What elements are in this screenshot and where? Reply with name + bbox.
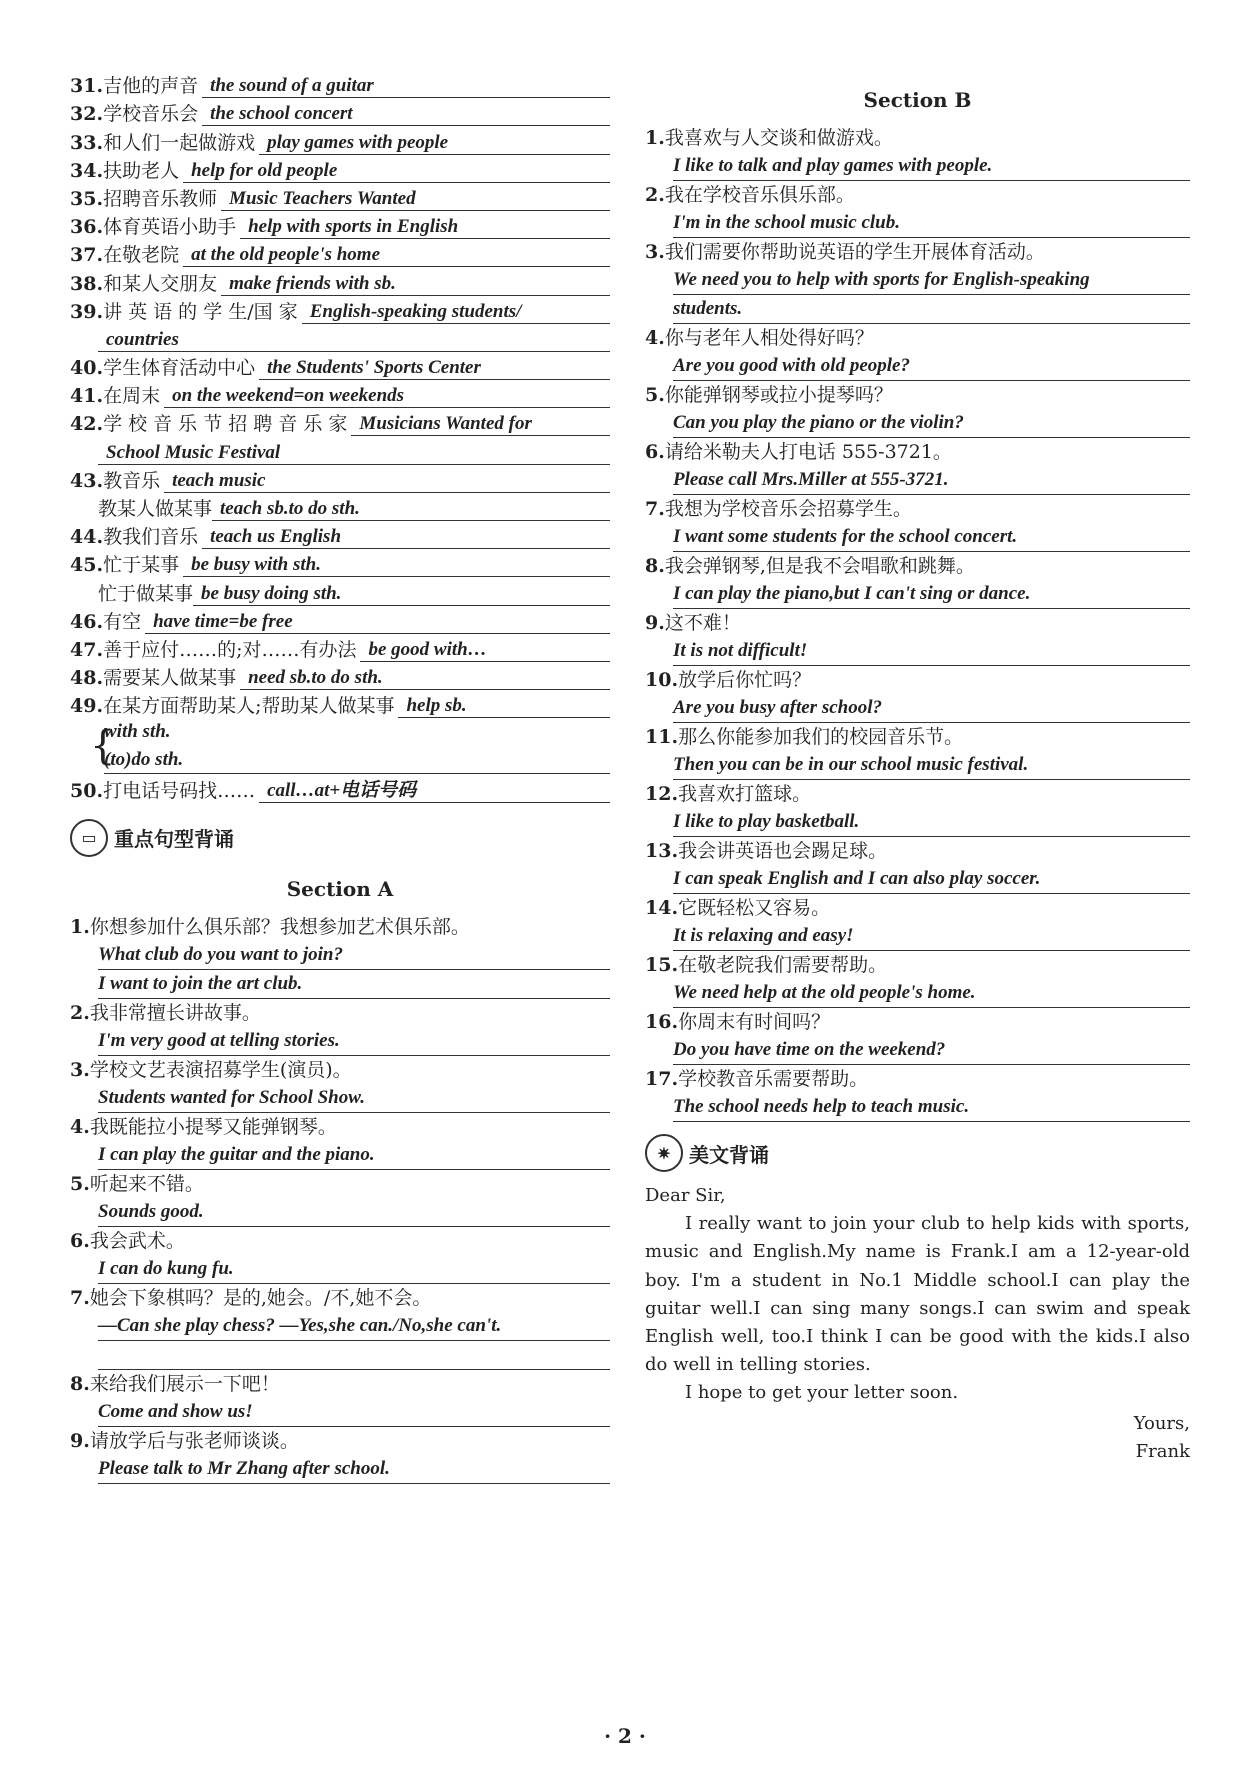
sentence-chinese: 2.我在学校音乐俱乐部。: [645, 184, 855, 206]
sentence-answer: I can play the guitar and the piano.: [98, 1141, 610, 1170]
sentence-item: [645, 780, 1190, 837]
sentence-item: [70, 913, 610, 999]
item-number: 10.: [645, 669, 679, 691]
item-number: 4.: [70, 1115, 90, 1138]
sentence-item: [645, 1008, 1190, 1065]
item-number: 36.: [70, 216, 104, 239]
phrase-answer: be good with…: [360, 639, 610, 662]
sentence-answer: I want some students for the school concert.: [673, 523, 1190, 552]
phrase-chinese: 33.和人们一起做游戏: [70, 131, 256, 154]
sentence-chinese: 4.我既能拉小提琴又能弹钢琴。: [70, 1115, 337, 1138]
sentence-answer: —Can she play chess? —Yes,she can./No,she can't.: [98, 1312, 610, 1341]
sentence-answer: I like to play basketball.: [673, 808, 1190, 837]
phrase-chinese: 37.在敬老院: [70, 244, 180, 267]
item-number: 7.: [70, 1286, 90, 1309]
sentence-item: [70, 1056, 610, 1113]
sentence-chinese: 17.学校教音乐需要帮助。: [645, 1068, 869, 1090]
sentence-answer: students.: [673, 295, 1190, 324]
phrase-answer: make friends with sb.: [221, 273, 610, 296]
sentence-answer: Please call Mrs.Miller at 555-3721.: [673, 466, 1190, 495]
sentence-chinese: 3.学校文艺表演招募学生(演员)。: [70, 1058, 352, 1081]
sentence-answer: Students wanted for School Show.: [98, 1084, 610, 1113]
sentence-item: [70, 1113, 610, 1170]
phrase-answer: help with sports in English: [240, 216, 610, 239]
sentence-chinese: 14.它既轻松又容易。: [645, 897, 831, 919]
brace-options: [104, 718, 610, 774]
phrase-chinese: 46.有空: [70, 610, 142, 633]
phrase-chinese: 40.学生体育活动中心: [70, 357, 256, 380]
sentence-item: [70, 1427, 610, 1484]
phrase-chinese: 43.教音乐: [70, 469, 161, 492]
phrase-chinese: 忙于做某事: [98, 582, 194, 605]
item-number: 11.: [645, 726, 679, 748]
item-number: 8.: [70, 1372, 90, 1395]
phrase-answer: Musicians Wanted for: [351, 413, 610, 436]
item-number: 13.: [645, 840, 679, 862]
sentence-item: [645, 1065, 1190, 1122]
sentence-answer: Are you good with old people?: [673, 352, 1190, 381]
item-number: 44.: [70, 526, 104, 549]
brace-option: (to)do sth.: [104, 746, 610, 774]
letter-closing: I hope to get your letter soon.: [685, 1382, 959, 1404]
item-number: 38.: [70, 272, 104, 295]
sentence-answer: Are you busy after school?: [673, 694, 1190, 723]
sentence-answer: We need help at the old people's home.: [673, 979, 1190, 1008]
sentence-answer: Sounds good.: [98, 1198, 610, 1227]
key-sentences-heading: [70, 817, 610, 859]
sentence-chinese: 16.你周末有时间吗？: [645, 1011, 831, 1033]
phrase-item: [70, 267, 610, 295]
sentence-chinese: 12.我喜欢打篮球。: [645, 783, 812, 805]
item-number: 46.: [70, 610, 104, 633]
sentence-item: [70, 999, 610, 1056]
phrase-item: [70, 465, 610, 493]
item-number: 16.: [645, 1011, 679, 1033]
phrase-item: [70, 155, 610, 183]
sentence-chinese: 7.她会下象棋吗？是的,她会。/不,她不会。: [70, 1286, 432, 1309]
phrase-chinese: 49.在某方面帮助某人;帮助某人做某事: [70, 695, 395, 718]
phrase-item: [70, 521, 610, 549]
sentence-answer: It is not difficult!: [673, 637, 1190, 666]
sentence-chinese: 3.我们需要你帮助说英语的学生开展体育活动。: [645, 241, 1045, 263]
section-a-list: [70, 913, 610, 1484]
sentence-item: [645, 837, 1190, 894]
sentence-answer: I'm very good at telling stories.: [98, 1027, 610, 1056]
phrase-item: [70, 606, 610, 634]
sentence-chinese: 6.我会武术。: [70, 1229, 185, 1252]
item-number: 9.: [70, 1429, 90, 1452]
phrase-chinese: 48.需要某人做某事: [70, 667, 237, 690]
item-number: 1.: [70, 915, 90, 938]
item-number: 50.: [70, 779, 104, 802]
book-icon: ▭: [70, 819, 108, 857]
sentence-chinese: 1.我喜欢与人交谈和做游戏。: [645, 127, 893, 149]
item-number: 34.: [70, 159, 104, 182]
heading-label: 重点句型背诵: [114, 827, 234, 851]
phrase-answer: have time=be free: [145, 611, 610, 634]
phrase-item: [70, 690, 610, 718]
phrase-chinese: 50.打电话号码找……: [70, 779, 256, 802]
phrase-answer: be busy doing sth.: [193, 583, 610, 606]
sentence-answer: What club do you want to join?: [98, 941, 610, 970]
item-number: 12.: [645, 783, 679, 805]
phrase-item: [70, 98, 610, 126]
phrase-chinese: 41.在周末: [70, 385, 161, 408]
brace-option: with sth.: [104, 721, 171, 743]
phrase-chinese: 39.讲 英 语 的 学 生/国 家: [70, 300, 298, 323]
sentence-chinese: 2.我非常擅长讲故事。: [70, 1001, 261, 1024]
sentence-item: [645, 438, 1190, 495]
phrase-chinese: 47.善于应付……的;对……有办法: [70, 638, 357, 661]
sentence-chinese: 4.你与老年人相处得好吗？: [645, 327, 874, 349]
item-number: 2.: [645, 184, 665, 206]
phrase-item: [70, 183, 610, 211]
phrase-chinese: 35.招聘音乐教师: [70, 187, 218, 210]
item-number: 32.: [70, 103, 104, 126]
phrase-answer: teach sb.to do sth.: [212, 498, 610, 521]
phrase-answer: play games with people: [259, 132, 610, 155]
sentence-item: [645, 666, 1190, 723]
sentence-item: [645, 495, 1190, 552]
item-number: 41.: [70, 385, 104, 408]
phrase-item: [70, 296, 610, 324]
item-number: 42.: [70, 413, 104, 436]
phrase-item: [70, 549, 610, 577]
phrase-chinese: 42.学 校 音 乐 节 招 聘 音 乐 家: [70, 413, 348, 436]
phrase-chinese: 36.体育英语小助手: [70, 216, 237, 239]
item-number: 5.: [645, 384, 665, 406]
item-number: 9.: [645, 612, 665, 634]
phrase-answer: at the old people's home: [183, 244, 610, 267]
sentence-chinese: 8.我会弹钢琴,但是我不会唱歌和跳舞。: [645, 555, 975, 577]
phrase-item: [70, 577, 610, 605]
item-number: 2.: [70, 1001, 90, 1024]
phrase-item: [70, 634, 610, 662]
phrase-answer: Music Teachers Wanted: [221, 188, 610, 211]
sentence-answer: Come and show us!: [98, 1398, 610, 1427]
letter-sign-yours: Yours,: [1133, 1412, 1190, 1434]
item-number: 14.: [645, 897, 679, 919]
item-number: 48.: [70, 667, 104, 690]
brace-symbol: {: [90, 723, 116, 770]
phrase-answer: countries: [98, 329, 610, 352]
item-number: 37.: [70, 244, 104, 267]
sentence-chinese: 7.我想为学校音乐会招募学生。: [645, 498, 912, 520]
phrase-answer: teach us English: [202, 526, 610, 549]
phrase-item: [70, 211, 610, 239]
item-number: 15.: [645, 954, 679, 976]
star-icon: ✷: [645, 1134, 683, 1172]
sentence-item: [70, 1170, 610, 1227]
sentence-chinese: 9.这不难！: [645, 612, 741, 634]
item-number: 35.: [70, 187, 104, 210]
phrase-answer: need sb.to do sth.: [240, 667, 610, 690]
phrase-item: [70, 352, 610, 380]
sentence-item: [645, 124, 1190, 181]
item-number: 49.: [70, 695, 104, 718]
letter-greeting: Dear Sir,: [645, 1185, 726, 1206]
item-number: 33.: [70, 131, 104, 154]
phrase-answer: the school concert: [202, 103, 610, 126]
sentence-item: [645, 894, 1190, 951]
letter-body: I really want to join your club to help kids with sports, music and English.My name is Frank.I am a 12-year-old boy. I'm a student in No.1 Middle school.I can play the guitar well.I can sing many songs.I can swim and speak English well, too.I think I can be good with the kids.I also do well in telling stories.: [645, 1213, 1190, 1376]
sentence-chinese: 10.放学后你忙吗？: [645, 669, 812, 691]
phrase-item: [70, 774, 610, 802]
item-number: 17.: [645, 1068, 679, 1090]
phrase-item: [70, 239, 610, 267]
phrase-item: [70, 324, 610, 352]
sentence-item: [645, 609, 1190, 666]
phrase-answer: the sound of a guitar: [202, 75, 610, 98]
sentence-chinese: 13.我会讲英语也会踢足球。: [645, 840, 888, 862]
sentence-item: [645, 723, 1190, 780]
phrase-item: [70, 436, 610, 464]
heading-label: 美文背诵: [689, 1142, 769, 1167]
phrase-answer: help sb.: [398, 695, 610, 718]
model-letter: [645, 1182, 1190, 1466]
sentence-chinese: 1.你想参加什么俱乐部？我想参加艺术俱乐部。: [70, 915, 470, 938]
sentence-answer: The school needs help to teach music.: [673, 1093, 1190, 1122]
item-number: 4.: [645, 327, 665, 349]
phrase-chinese: 32.学校音乐会: [70, 103, 199, 126]
sentence-chinese: 15.在敬老院我们需要帮助。: [645, 954, 888, 976]
section-b-list: [645, 124, 1190, 1122]
item-number: 45.: [70, 554, 104, 577]
phrase-answer: on the weekend=on weekends: [164, 385, 610, 408]
phrase-answer: call…at+电话号码: [259, 780, 610, 803]
sentence-answer: Do you have time on the weekend?: [673, 1036, 1190, 1065]
item-number: 6.: [645, 441, 665, 463]
phrase-chinese: 45.忙于某事: [70, 554, 180, 577]
item-number: 31.: [70, 75, 104, 98]
phrase-answer: School Music Festival: [98, 442, 610, 465]
sentence-chinese: 6.请给米勒夫人打电话 555-3721。: [645, 441, 952, 463]
sentence-answer: I can speak English and I can also play soccer.: [673, 865, 1190, 894]
phrase-chinese: 44.教我们音乐: [70, 526, 199, 549]
phrase-brace-group: [70, 718, 610, 774]
sentence-answer: It is relaxing and easy!: [673, 922, 1190, 951]
right-column: [645, 70, 1190, 1466]
sentence-item: [645, 552, 1190, 609]
phrase-chinese: 34.扶助老人: [70, 159, 180, 182]
phrase-answer: the Students' Sports Center: [259, 357, 610, 380]
item-number: 3.: [645, 241, 665, 263]
sentence-item: [70, 1370, 610, 1427]
sentence-answer: I'm in the school music club.: [673, 209, 1190, 238]
sentence-answer: I like to talk and play games with people.: [673, 152, 1190, 181]
sentence-answer: [98, 1341, 610, 1370]
phrase-item: [70, 662, 610, 690]
item-number: 39.: [70, 300, 104, 323]
phrase-item: [70, 380, 610, 408]
sentence-chinese: 11.那么你能参加我们的校园音乐节。: [645, 726, 964, 748]
sentence-answer: Can you play the piano or the violin?: [673, 409, 1190, 438]
item-number: 7.: [645, 498, 665, 520]
phrase-answer: English-speaking students/: [302, 301, 610, 324]
phrase-item: [70, 70, 610, 98]
item-number: 40.: [70, 357, 104, 380]
reading-heading: [645, 1132, 1190, 1174]
page-number: · 2 ·: [604, 1724, 646, 1748]
sentence-answer: Please talk to Mr Zhang after school.: [98, 1455, 610, 1484]
phrase-item: [70, 408, 610, 436]
sentence-chinese: 8.来给我们展示一下吧！: [70, 1372, 280, 1395]
sentence-chinese: 5.你能弹钢琴或拉小提琴吗？: [645, 384, 893, 406]
sentence-chinese: 5.听起来不错。: [70, 1172, 204, 1195]
phrase-item: [70, 126, 610, 154]
sentence-item: [645, 951, 1190, 1008]
item-number: 6.: [70, 1229, 90, 1252]
sentence-item: [70, 1227, 610, 1284]
item-number: 5.: [70, 1172, 90, 1195]
sentence-answer: I want to join the art club.: [98, 970, 610, 999]
item-number: 47.: [70, 638, 104, 661]
phrase-chinese: 38.和某人交朋友: [70, 272, 218, 295]
phrase-chinese: 31.吉他的声音: [70, 75, 199, 98]
sentence-item: [645, 324, 1190, 381]
phrase-chinese: 教某人做某事: [98, 498, 213, 520]
phrase-item: [70, 493, 610, 521]
sentence-item: [645, 381, 1190, 438]
sentence-item: [645, 238, 1190, 324]
item-number: 3.: [70, 1058, 90, 1081]
section-b-title: Section B: [863, 88, 972, 112]
item-number: 8.: [645, 555, 665, 577]
phrase-list: [70, 70, 610, 803]
phrase-answer: help for old people: [183, 160, 610, 183]
section-a-title: Section A: [286, 876, 394, 901]
sentence-answer: I can do kung fu.: [98, 1255, 610, 1284]
item-number: 1.: [645, 127, 665, 149]
left-column: [70, 70, 610, 1484]
sentence-item: [70, 1284, 610, 1370]
sentence-answer: Then you can be in our school music festival.: [673, 751, 1190, 780]
phrase-answer: be busy with sth.: [183, 554, 610, 577]
sentence-item: [645, 181, 1190, 238]
sentence-answer: We need you to help with sports for English-speaking: [673, 266, 1190, 295]
phrase-answer: teach music: [164, 470, 610, 493]
sentence-answer: I can play the piano,but I can't sing or dance.: [673, 580, 1190, 609]
sentence-chinese: 9.请放学后与张老师谈谈。: [70, 1429, 299, 1452]
item-number: 43.: [70, 469, 104, 492]
letter-sign-name: Frank: [1135, 1440, 1190, 1462]
